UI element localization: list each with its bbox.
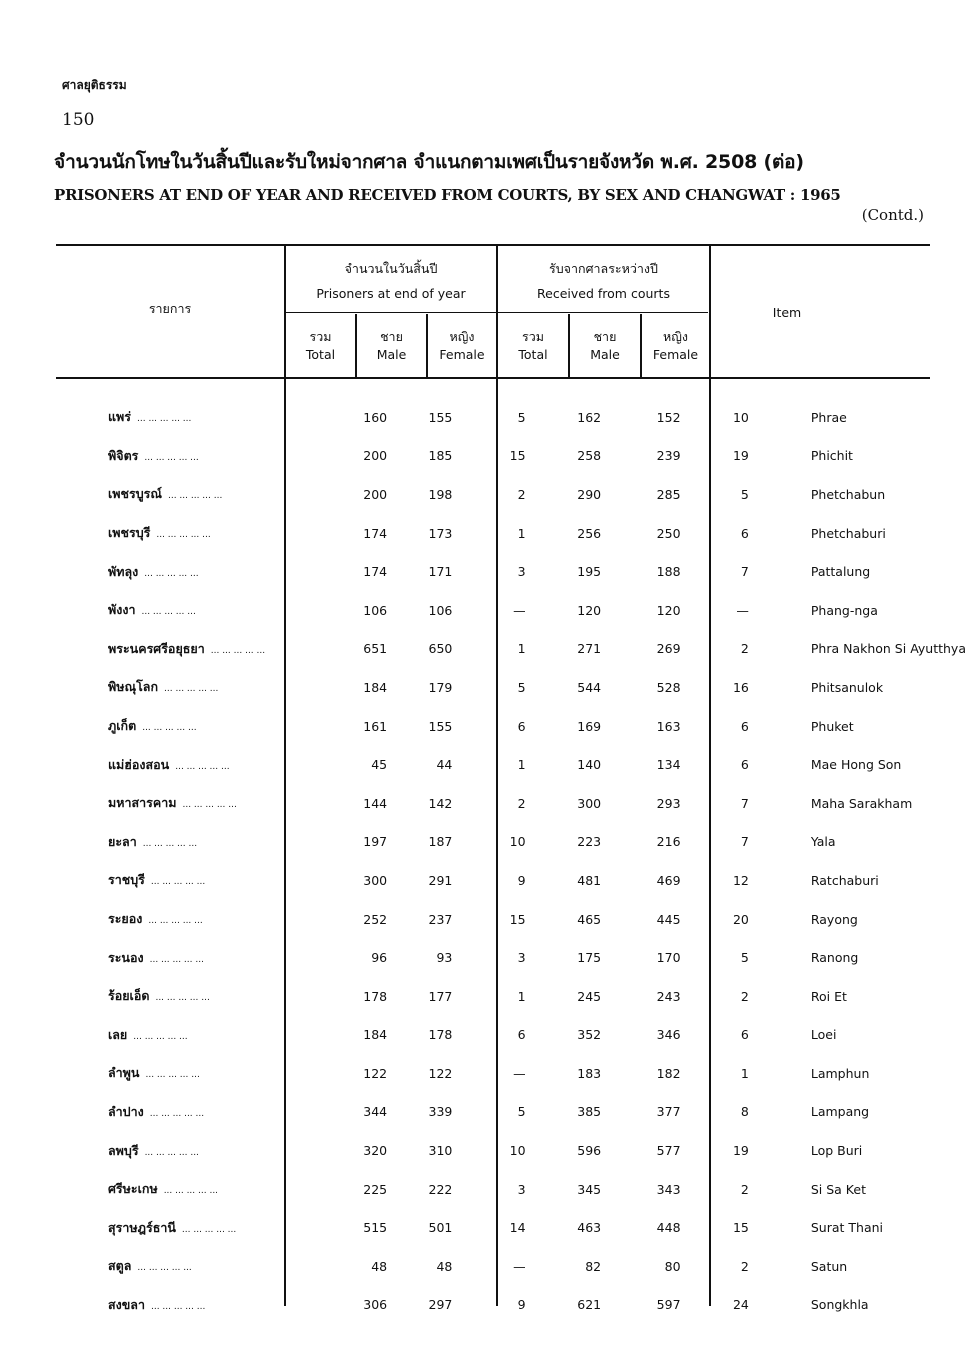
received-total: 82 — [585, 1258, 602, 1274]
province-english: Ratchaburi — [810, 872, 879, 888]
province-name-thai: ยะลา — [108, 833, 137, 849]
prisoners-male: 44 — [436, 757, 453, 773]
received-male: 188 — [656, 564, 681, 580]
received-total: 175 — [577, 950, 602, 966]
received-male: 250 — [656, 525, 681, 541]
prisoners-male: 178 — [428, 1027, 453, 1043]
prisoners-total: 320 — [363, 1143, 388, 1159]
received-female: 6 — [740, 718, 749, 734]
received-male: 293 — [656, 795, 681, 811]
dot-leader: ... ... ... ... ... — [144, 452, 199, 463]
continued-label: (Contd.) — [861, 206, 924, 224]
province-thai — [56, 1093, 325, 1132]
province-name-thai: ศรีษะเกษ — [108, 1181, 158, 1197]
received-male: 243 — [656, 988, 681, 1004]
province-thai — [56, 1054, 325, 1093]
dot-leader: ... ... ... ... ... — [149, 954, 204, 965]
table-title-english: PRISONERS AT END OF YEAR AND RECEIVED FROM COURTS, BY SEX AND CHANGWAT : 1965 — [54, 186, 841, 204]
prisoners-female: 1 — [517, 988, 526, 1004]
p-male-header-thai: ชาย — [380, 329, 403, 344]
received-female: 5 — [740, 486, 749, 502]
received-female: 6 — [740, 757, 749, 773]
prisoners-male: 187 — [428, 834, 453, 850]
province-name-thai: ลพบุรี — [108, 1142, 139, 1158]
prisoners-male: 155 — [428, 409, 453, 425]
prisoners-male: 291 — [428, 872, 453, 888]
dot-leader: ... ... ... ... ... — [210, 645, 266, 656]
province-english: Phichit — [810, 448, 853, 464]
table-body — [56, 398, 966, 1324]
received-total: 169 — [577, 718, 602, 734]
prisoners-total: 184 — [363, 1027, 388, 1043]
province-thai — [56, 475, 325, 514]
dot-leader: ... ... ... ... ... — [144, 1147, 199, 1158]
province-english: Lampang — [810, 1104, 870, 1120]
dot-leader: ... ... ... ... ... — [145, 1070, 200, 1081]
table-title-thai: จำนวนนักโทษในวันสิ้นปีและรับใหม่จากศาล จำแนกตามเพศเป็นรายจังหวัด พ.ศ. 2508 (ต่อ) — [54, 151, 804, 173]
received-female: 19 — [732, 1143, 749, 1159]
received-female: 5 — [740, 950, 749, 966]
province-name-thai: ร้อยเอ็ด — [108, 988, 150, 1004]
r-total-header-thai: รวม — [522, 329, 544, 344]
page-number: 150 — [62, 110, 95, 130]
prisoners-male: 185 — [428, 448, 453, 464]
received-female: 19 — [732, 448, 749, 464]
received-total: 223 — [577, 834, 602, 850]
prisoners-female: 6 — [517, 718, 526, 734]
province-english: Phang-nga — [810, 602, 878, 618]
received-total: 481 — [577, 872, 602, 888]
table-row — [56, 938, 966, 977]
prisoners-female: 1 — [517, 641, 526, 657]
received-female: 2 — [740, 1181, 749, 1197]
p-female-header-english: Female — [439, 347, 485, 362]
province-name-thai: สงขลา — [108, 1296, 145, 1312]
prisoners-total: 651 — [363, 641, 388, 657]
dot-leader: ... ... ... ... ... — [142, 723, 197, 734]
prisoners-male: 501 — [428, 1220, 453, 1236]
table-row — [56, 1208, 966, 1247]
r-total-header-english: Total — [518, 347, 548, 362]
group1-header-thai: จำนวนในวันสิ้นปี — [344, 261, 438, 276]
province-thai — [56, 1286, 325, 1325]
received-total: 183 — [577, 1065, 602, 1081]
dot-leader: ... ... ... ... ... — [149, 1108, 205, 1119]
prisoners-total: 174 — [363, 564, 388, 580]
running-header: ศาลยุติธรรม — [62, 78, 127, 92]
prisoners-male: 237 — [428, 911, 453, 927]
prisoners-female: 3 — [517, 564, 526, 580]
prisoners-total: 184 — [363, 679, 388, 695]
dot-leader: ... ... ... ... ... — [148, 916, 203, 927]
prisoners-total: 122 — [363, 1065, 388, 1081]
province-name-thai: แพร่ — [108, 409, 132, 425]
table-row — [56, 514, 966, 553]
table-row — [56, 1131, 966, 1170]
p-total-header-english: Total — [305, 347, 336, 362]
table-row — [56, 552, 966, 591]
prisoners-total: 200 — [363, 486, 388, 502]
province-english: Roi Et — [810, 988, 847, 1004]
table-row — [56, 1054, 966, 1093]
received-male: 80 — [664, 1258, 681, 1274]
province-thai — [56, 977, 325, 1016]
received-male: 170 — [656, 950, 681, 966]
received-male: 346 — [656, 1027, 681, 1043]
received-female: 16 — [732, 679, 749, 695]
received-total: 463 — [577, 1220, 602, 1236]
received-male: 216 — [656, 834, 681, 850]
province-name-thai: ภูเก็ต — [108, 718, 137, 734]
received-male: 597 — [656, 1297, 681, 1313]
province-name-thai: พิษณุโลก — [108, 679, 159, 695]
received-total: 352 — [577, 1027, 602, 1043]
received-female: 6 — [740, 525, 749, 541]
prisoners-total: 161 — [363, 718, 388, 734]
prisoners-male: 122 — [428, 1065, 453, 1081]
dot-leader: ... ... ... ... ... — [150, 1301, 206, 1312]
province-english: Pattalung — [810, 564, 871, 580]
dot-leader: ... ... ... ... ... — [164, 684, 219, 695]
received-total: 345 — [577, 1181, 602, 1197]
prisoners-total: 45 — [371, 757, 388, 773]
province-name-thai: ราชบุรี — [108, 872, 145, 888]
prisoners-female: 15 — [509, 448, 526, 464]
province-english: Satun — [810, 1258, 848, 1274]
table-row — [56, 398, 966, 437]
prisoners-total: 300 — [363, 872, 388, 888]
prisoners-female: 2 — [517, 795, 526, 811]
province-english: Surat Thani — [810, 1220, 884, 1236]
received-total: 300 — [577, 795, 602, 811]
table-row — [56, 437, 966, 476]
province-thai — [56, 861, 325, 900]
prisoners-female: 3 — [517, 950, 526, 966]
table-row — [56, 475, 966, 514]
prisoners-female: 1 — [517, 757, 526, 773]
received-total: 245 — [577, 988, 602, 1004]
province-name-thai: พังงา — [108, 602, 136, 618]
p-female-header-thai: หญิง — [449, 329, 475, 344]
received-male: 152 — [656, 409, 681, 425]
province-english: Phrae — [810, 409, 847, 425]
province-english: Phetchaburi — [810, 525, 886, 541]
dot-leader: ... ... ... ... ... — [155, 993, 210, 1004]
province-thai — [56, 591, 325, 630]
prisoners-total: 515 — [363, 1220, 388, 1236]
province-english: Ranong — [810, 950, 859, 966]
dot-leader: ... ... ... ... ... — [175, 761, 230, 772]
prisoners-female: — — [513, 1065, 526, 1081]
table-row — [56, 861, 966, 900]
prisoners-male: 650 — [428, 641, 453, 657]
province-thai — [56, 398, 325, 437]
received-female: — — [736, 602, 749, 618]
table-row — [56, 1170, 966, 1209]
prisoners-female: 2 — [517, 486, 526, 502]
group1-header-english: Prisoners at end of year — [316, 286, 466, 301]
received-female: 2 — [740, 988, 749, 1004]
received-male: 285 — [656, 486, 681, 502]
dot-leader: ... ... ... ... ... — [144, 568, 199, 579]
prisoners-male: 179 — [428, 679, 453, 695]
dot-leader: ... ... ... ... ... — [141, 607, 196, 618]
received-male: 239 — [656, 448, 681, 464]
province-thai — [56, 668, 325, 707]
received-female: 6 — [740, 1027, 749, 1043]
prisoners-total: 96 — [371, 950, 388, 966]
received-male: 120 — [656, 602, 681, 618]
province-english: Phitsanulok — [810, 679, 884, 695]
prisoners-male: 173 — [428, 525, 453, 541]
prisoners-total: 144 — [363, 795, 388, 811]
received-total: 544 — [577, 679, 602, 695]
group2-header-english: Received from courts — [537, 286, 670, 301]
dot-leader: ... ... ... ... ... — [156, 530, 211, 541]
prisoners-male: 106 — [428, 602, 453, 618]
province-name-thai: เลย — [108, 1026, 128, 1042]
province-name-thai: เพชรบูรณ์ — [108, 486, 162, 502]
province-thai — [56, 630, 325, 669]
prisoners-male: 310 — [428, 1143, 453, 1159]
prisoners-female: — — [513, 1258, 526, 1274]
table-row — [56, 745, 966, 784]
received-total: 256 — [577, 525, 602, 541]
prisoners-female: 3 — [517, 1181, 526, 1197]
prisoners-female: 10 — [509, 834, 526, 850]
header-bottom-rule — [56, 377, 930, 379]
dot-leader: ... ... ... ... ... — [182, 800, 237, 811]
province-english: Maha Sarakham — [810, 795, 913, 811]
received-total: 385 — [577, 1104, 602, 1120]
prisoners-female: — — [513, 602, 526, 618]
r-male-header-english: Male — [590, 347, 620, 362]
prisoners-total: 178 — [363, 988, 388, 1004]
received-total: 195 — [577, 564, 602, 580]
p-total-header-thai: รวม — [309, 329, 332, 344]
prisoners-female: 14 — [509, 1220, 526, 1236]
received-male: 377 — [656, 1104, 681, 1120]
province-english: Phra Nakhon Si Ayutthya — [810, 641, 966, 657]
table-row — [56, 591, 966, 630]
received-total: 258 — [577, 448, 602, 464]
prisoners-total: 344 — [363, 1104, 388, 1120]
prisoners-total: 174 — [363, 525, 388, 541]
dot-leader: ... ... ... ... ... — [137, 414, 192, 425]
prisoners-table — [56, 398, 966, 1324]
province-name-thai: สุราษฎร์ธานี — [108, 1219, 176, 1235]
province-name-thai: พัทลุง — [108, 563, 139, 579]
received-male: 134 — [656, 757, 681, 773]
received-female: 2 — [740, 1258, 749, 1274]
received-male: 448 — [656, 1220, 681, 1236]
received-male: 343 — [656, 1181, 681, 1197]
dot-leader: ... ... ... ... ... — [150, 877, 206, 888]
table-row — [56, 1286, 966, 1325]
item-header-english: Item — [772, 305, 802, 320]
province-thai — [56, 823, 325, 862]
province-thai — [56, 437, 325, 476]
prisoners-female: 1 — [517, 525, 526, 541]
dot-leader: ... ... ... ... ... — [137, 1263, 192, 1274]
province-thai — [56, 1208, 325, 1247]
province-english: Lop Buri — [810, 1143, 863, 1159]
received-male: 163 — [656, 718, 681, 734]
prisoners-male: 198 — [428, 486, 453, 502]
prisoners-male: 297 — [428, 1297, 453, 1313]
received-total: 120 — [577, 602, 602, 618]
p-male-header-english: Male — [376, 347, 407, 362]
received-total: 465 — [577, 911, 602, 927]
prisoners-female: 9 — [517, 1297, 526, 1313]
province-thai — [56, 784, 325, 823]
table-row — [56, 668, 966, 707]
received-female: 12 — [732, 872, 749, 888]
province-thai — [56, 1170, 325, 1209]
province-thai — [56, 900, 325, 939]
received-total: 271 — [577, 641, 602, 657]
province-name-thai: ลำปาง — [108, 1103, 144, 1119]
received-male: 528 — [656, 679, 681, 695]
received-male: 445 — [656, 911, 681, 927]
group2-header-thai: รับจากศาลระหว่างปี — [549, 261, 658, 276]
table-row — [56, 1247, 966, 1286]
prisoners-male: 222 — [428, 1181, 453, 1197]
received-total: 596 — [577, 1143, 602, 1159]
table-row — [56, 707, 966, 746]
prisoners-female: 5 — [517, 1104, 526, 1120]
province-english: Loei — [810, 1027, 837, 1043]
r-male-header-thai: ชาย — [593, 329, 617, 344]
prisoners-total: 160 — [363, 409, 388, 425]
r-female-header-english: Female — [652, 347, 699, 362]
item-header-thai: รายการ — [148, 301, 192, 316]
prisoners-total: 306 — [363, 1297, 388, 1313]
prisoners-total: 200 — [363, 448, 388, 464]
prisoners-female: 6 — [517, 1027, 526, 1043]
group2-underline — [498, 312, 708, 313]
prisoners-total: 225 — [363, 1181, 388, 1197]
table-row — [56, 630, 966, 669]
province-english: Phuket — [810, 718, 854, 734]
received-female: 7 — [740, 795, 749, 811]
prisoners-total: 106 — [363, 602, 388, 618]
received-female: 7 — [740, 564, 749, 580]
received-female: 2 — [740, 641, 749, 657]
province-thai — [56, 552, 325, 591]
received-male: 469 — [656, 872, 681, 888]
dot-leader: ... ... ... ... ... — [167, 491, 223, 502]
province-name-thai: พิจิตร — [108, 447, 139, 463]
received-female: 10 — [732, 409, 749, 425]
dot-leader: ... ... ... ... ... — [133, 1031, 188, 1042]
prisoners-male: 171 — [428, 564, 453, 580]
province-english: Si Sa Ket — [810, 1181, 866, 1197]
received-total: 140 — [577, 757, 602, 773]
table-row — [56, 1093, 966, 1132]
received-female: 1 — [740, 1065, 749, 1081]
dot-leader: ... ... ... ... ... — [142, 838, 198, 849]
province-thai — [56, 514, 325, 553]
province-english: Songkhla — [810, 1297, 869, 1313]
prisoners-male: 339 — [428, 1104, 453, 1120]
province-name-thai: ระนอง — [108, 949, 144, 965]
province-english: Phetchabun — [810, 486, 886, 502]
received-female: 15 — [732, 1220, 749, 1236]
prisoners-male: 48 — [436, 1258, 453, 1274]
received-female: 20 — [732, 911, 749, 927]
received-male: 182 — [656, 1065, 681, 1081]
received-female: 24 — [732, 1297, 749, 1313]
table-row — [56, 823, 966, 862]
province-thai — [56, 1247, 325, 1286]
prisoners-male: 177 — [428, 988, 453, 1004]
table-top-rule — [56, 244, 930, 246]
province-thai — [56, 745, 325, 784]
province-english: Lamphun — [810, 1065, 870, 1081]
prisoners-female: 5 — [517, 679, 526, 695]
dot-leader: ... ... ... ... ... — [181, 1224, 237, 1235]
prisoners-total: 197 — [363, 834, 388, 850]
province-english: Yala — [810, 834, 836, 850]
province-name-thai: ลำพูน — [108, 1065, 140, 1081]
received-female: 7 — [740, 834, 749, 850]
received-male: 269 — [656, 641, 681, 657]
province-thai — [56, 707, 325, 746]
prisoners-male: 142 — [428, 795, 453, 811]
prisoners-total: 48 — [371, 1258, 388, 1274]
prisoners-female: 15 — [509, 911, 526, 927]
prisoners-female: 5 — [517, 409, 526, 425]
received-total: 162 — [577, 409, 602, 425]
prisoners-male: 93 — [436, 950, 453, 966]
province-name-thai: เพชรบุรี — [108, 525, 151, 541]
prisoners-female: 9 — [517, 872, 526, 888]
province-name-thai: มหาสารคาม — [108, 795, 177, 811]
table-row — [56, 900, 966, 939]
prisoners-male: 155 — [428, 718, 453, 734]
province-english: Rayong — [810, 911, 858, 927]
province-name-thai: แม่ฮ่องสอน — [108, 756, 170, 772]
group1-underline — [285, 312, 496, 313]
table-row — [56, 784, 966, 823]
received-total: 621 — [577, 1297, 602, 1313]
received-male: 577 — [656, 1143, 681, 1159]
received-female: 8 — [740, 1104, 749, 1120]
r-female-header-thai: หญิง — [663, 329, 688, 344]
prisoners-female: 10 — [509, 1143, 526, 1159]
province-thai — [56, 1131, 325, 1170]
table-row — [56, 977, 966, 1016]
province-thai — [56, 938, 325, 977]
province-thai — [56, 1016, 325, 1055]
province-name-thai: สตูล — [108, 1258, 132, 1274]
table-row — [56, 1016, 966, 1055]
prisoners-total: 252 — [363, 911, 388, 927]
province-name-thai: พระนครศรีอยุธยา — [108, 640, 205, 656]
received-total: 290 — [577, 486, 602, 502]
province-english: Mae Hong Son — [810, 757, 902, 773]
province-name-thai: ระยอง — [108, 911, 143, 927]
dot-leader: ... ... ... ... ... — [163, 1186, 219, 1197]
